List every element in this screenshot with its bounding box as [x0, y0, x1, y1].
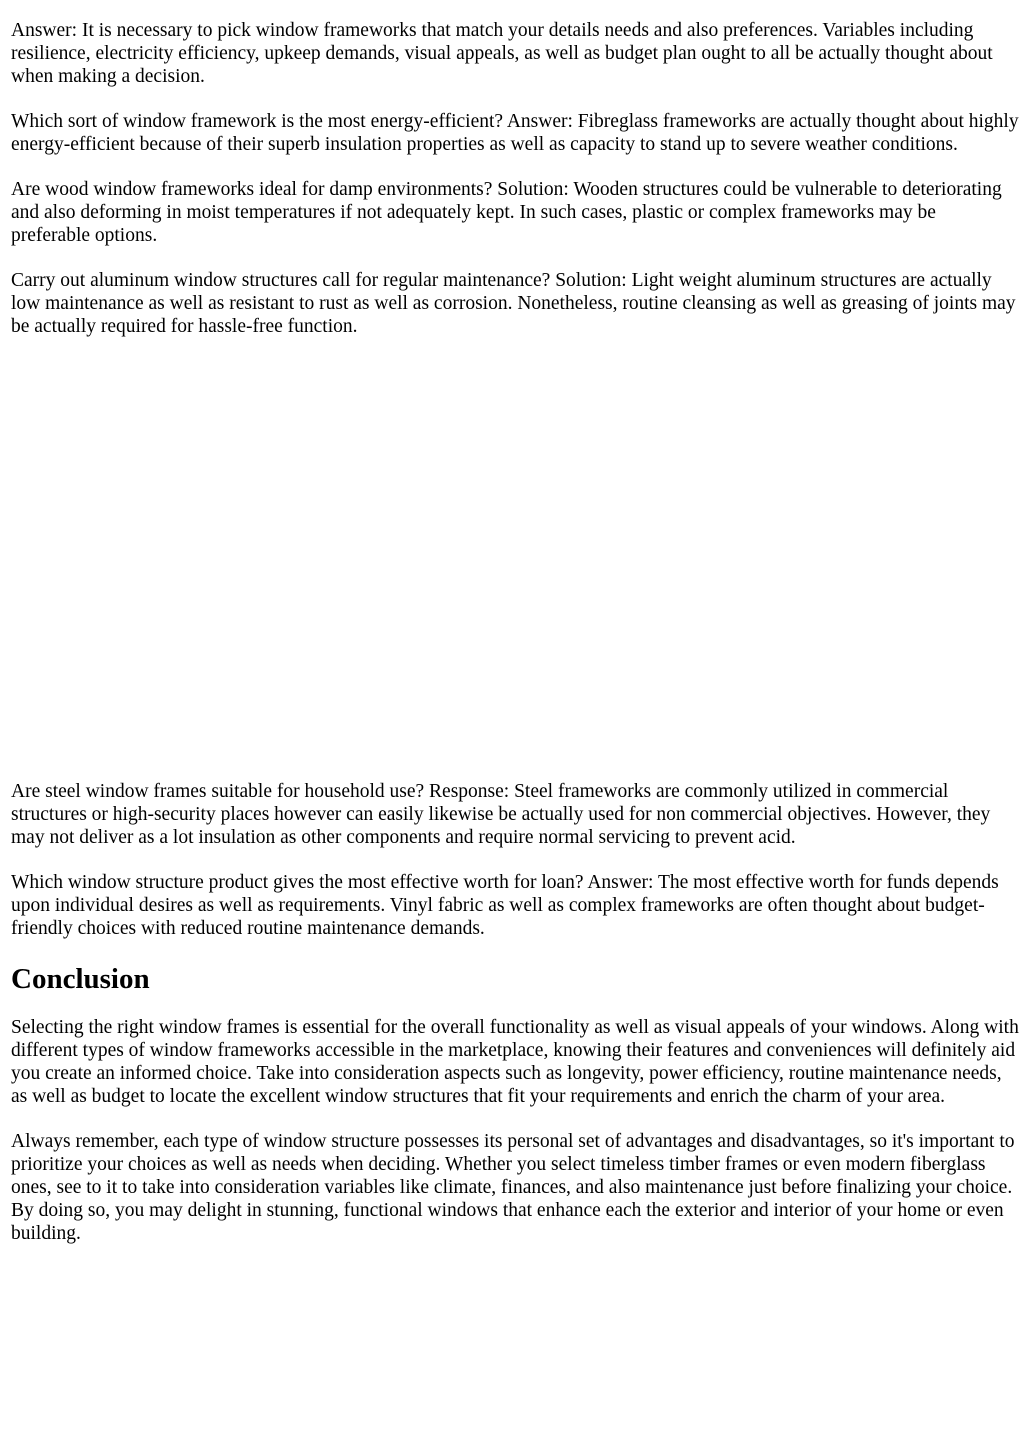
faq-paragraph-steel-household: Are steel window frames suitable for household use? Response: Steel frameworks are commonly utilized in commercial structures or high-security places however can easily likewise be actually used for non commercial objectives. However, they may not deliver as a lot insulation as other components and require normal servicing to prevent acid. [11, 781, 991, 848]
article-body [11, 19, 1019, 1267]
faq-paragraph-how-to-choose: Answer: It is necessary to pick window frameworks that match your details needs and also preferences. Variables including resilience, electricity efficiency, upkeep demands, visual appeals, as well as budget plan ought to all be actually thought about when making a decision. [11, 20, 993, 87]
conclusion-paragraph: Always remember, each type of window structure possesses its personal set of advantages and disadvantages, so it's important to prioritize your choices as well as needs when deciding. Whether you select timeless timber frames or even modern fiberglass ones, see to it to take into consideration variables like climate, finances, and also maintenance just before finalizing your choice. By doing so, you may delight in stunning, functional windows that enhance each the exterior and interior of your home or even building. [11, 1131, 1015, 1244]
blank-space [11, 360, 1019, 780]
conclusion-paragraph: Selecting the right window frames is essential for the overall functionality as well as visual appeals of your windows. Along with different types of window frameworks accessible in the marketplace, knowing their features and conveniences will definitely aid you create an informed choice. Take into consideration aspects such as longevity, power efficiency, routine maintenance needs, as well as budget to locate the excellent window structures that fit your requirements and enrich the charm of your area. [11, 1017, 1019, 1107]
faq-paragraph-best-value: Which window structure product gives the most effective worth for loan? Answer: The most effective worth for funds depends upon individual desires as well as requirements. Vinyl fabric as well as complex frameworks are often thought about budget-friendly choices with reduced routine maintenance demands. [11, 872, 999, 939]
conclusion-heading: Conclusion [11, 963, 150, 995]
faq-paragraph-energy-efficient: Which sort of window framework is the most energy-efficient? Answer: Fibreglass frameworks are actually thought about highly energy-efficient because of their superb insulation properties as well as capacity to stand up to severe weather conditions. [11, 111, 1019, 155]
faq-paragraph-wood-damp: Are wood window frameworks ideal for damp environments? Solution: Wooden structures could be vulnerable to deteriorating and also deforming in moist temperatures if not adequately kept. In such cases, plastic or complex frameworks may be preferable options. [11, 179, 1002, 246]
faq-paragraph-aluminum-maintenance: Carry out aluminum window structures call for regular maintenance? Solution: Light weight aluminum structures are actually low maintenance as well as resistant to rust as well as corrosion. Nonetheless, routine cleansing as well as greasing of joints may be actually required for hassle-free function. [11, 270, 1016, 337]
